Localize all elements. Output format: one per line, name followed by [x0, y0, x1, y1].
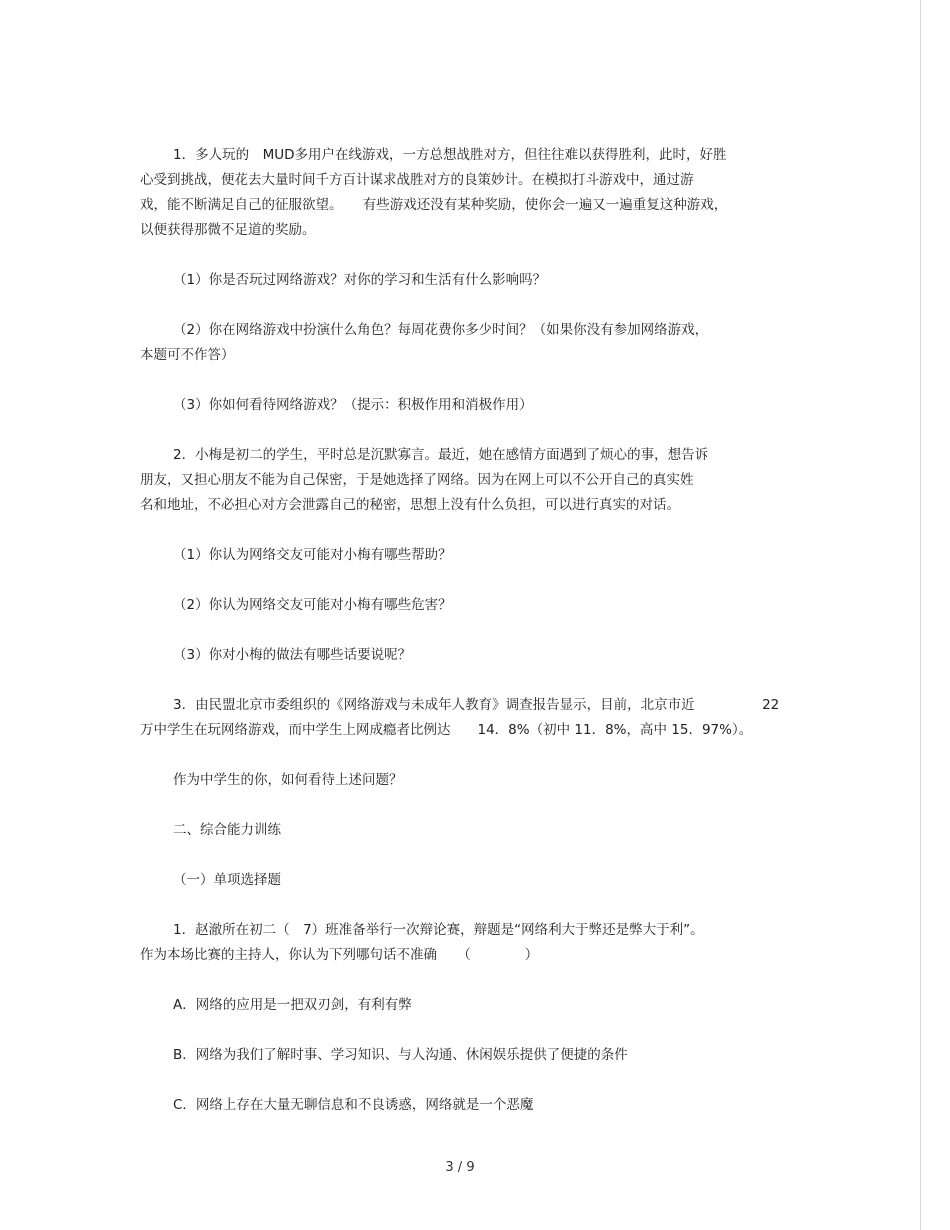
q1-line-4: 以便获得那微不足道的奖励。 — [140, 222, 316, 238]
q1-sub-question-3: （3）你如何看待网络游戏？（提示：积极作用和消极作用） — [173, 397, 533, 413]
mc1-line-1: 1．赵澈所在初二（ 7）班准备举行一次辩论赛，辩题是“网络利大于弊还是弊大于利”。 — [173, 922, 704, 938]
page-content — [140, 143, 820, 1118]
q2-line-1: 2．小梅是初二的学生，平时总是沉默寡言。最近，她在感情方面遇到了烦心的事，想告诉 — [173, 447, 709, 463]
q3-line-1: 3．由民盟北京市委组织的《网络游戏与未成年人教育》调查报告显示，目前，北京市近 22 — [173, 697, 780, 713]
q1-line-3: 戏，能不断满足自己的征服欲望。 有些游戏还没有某种奖励，使你会一遍又一遍重复这种游戏， — [140, 197, 728, 213]
page-edge-divider — [920, 0, 921, 1230]
q1-line-1: 1．多人玩的 MUD多用户在线游戏，一方总想战胜对方，但往往难以获得胜利，此时，好胜 — [173, 147, 727, 163]
section-heading: 二、综合能力训练 — [173, 822, 281, 838]
q2-sub-question-1: （1）你认为网络交友可能对小梅有哪些帮助？ — [173, 547, 452, 563]
q2-sub-question-2: （2）你认为网络交友可能对小梅有哪些危害？ — [173, 597, 452, 613]
section-subheading: （一）单项选择题 — [173, 872, 281, 888]
page-number: 3 / 9 — [445, 1160, 475, 1175]
q2-line-2: 朋友，又担心朋友不能为自己保密，于是她选择了网络。因为在网上可以不公开自己的真实姓 — [140, 472, 694, 488]
q3-line-2: 万中学生在玩网络游戏，而中学生上网成瘾者比例达 14．8%（初中 11．8%，高中 15．97%）。 — [140, 722, 753, 738]
mc1-line-2: 作为本场比赛的主持人，你认为下列哪句话不准确 （ ） — [140, 947, 539, 963]
q3-question: 作为中学生的你，如何看待上述问题？ — [173, 772, 403, 788]
q2-sub-question-3: （3）你对小梅的做法有哪些话要说呢？ — [173, 647, 412, 663]
q1-sub-question-2: （2）你在网络游戏中扮演什么角色？每周花费你多少时间？（如果你没有参加网络游戏， — [173, 322, 709, 338]
q1-line-2: 心受到挑战，便花去大量时间千方百计谋求战胜对方的良策妙计。在模拟打斗游戏中，通过游 — [140, 172, 694, 188]
q1-sub-question-1: （1）你是否玩过网络游戏？对你的学习和生活有什么影响吗？ — [173, 272, 547, 288]
q2-line-3: 名和地址，不必担心对方会泄露自己的秘密，思想上没有什么负担，可以进行真实的对话。 — [140, 497, 680, 513]
q1-sub-question-2-cont: 本题可不作答） — [140, 347, 235, 363]
mc1-option-b: B．网络为我们了解时事、学习知识、与人沟通、休闲娱乐提供了便捷的条件 — [173, 1047, 628, 1063]
mc1-option-c: C．网络上存在大量无聊信息和不良诱惑，网络就是一个恶魔 — [173, 1097, 534, 1113]
mc1-option-a: A．网络的应用是一把双刃剑，有利有弊 — [173, 997, 412, 1013]
